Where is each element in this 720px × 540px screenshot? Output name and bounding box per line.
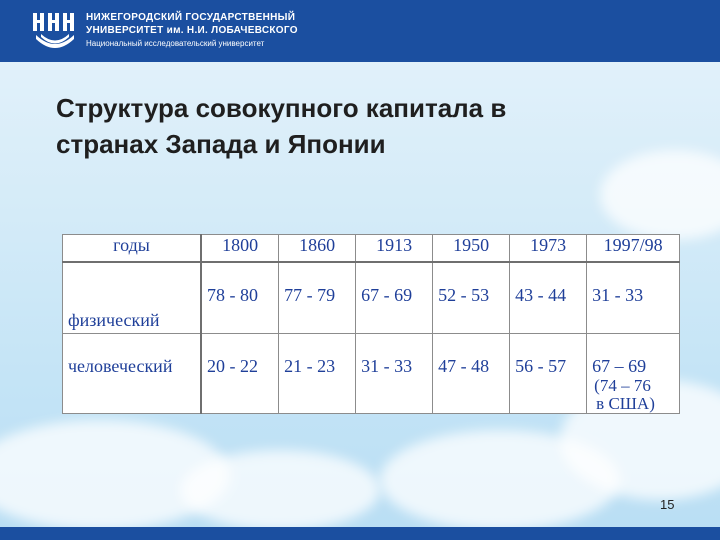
header-label-cell: годы [63,235,202,263]
slide-title [56,90,656,162]
usa-note-line1: (74 – 76 [594,376,651,395]
university-name-line1: НИЖЕГОРОДСКИЙ ГОСУДАРСТВЕННЫЙ [86,12,296,23]
table-row [63,262,680,334]
page-number: 15 [660,497,675,512]
usa-note-line2: в США) [596,394,655,413]
table-cell: 47 - 48 [433,334,510,414]
university-subtitle: Национальный исследовательский университет [86,39,265,48]
table-cell: 20 - 22 [201,334,279,414]
slide-title-line2: странах Запада и Японии [56,129,386,159]
row-label-physical: физический [63,262,202,334]
table-cell: 31 - 33 [587,262,680,334]
university-logo-icon [32,9,78,55]
table-cell: 56 - 57 [510,334,587,414]
year-cell: 1860 [279,235,356,263]
year-cell: 1800 [201,235,279,263]
capital-structure-table [62,234,680,414]
table-cell: 52 - 53 [433,262,510,334]
table-cell-with-note [587,334,680,414]
header-bar [0,0,720,62]
row-label-human: человеческий [63,334,202,414]
table-cell: 21 - 23 [279,334,356,414]
table-cell: 78 - 80 [201,262,279,334]
table-cell: 77 - 79 [279,262,356,334]
year-cell: 1913 [356,235,433,263]
table-header-row [63,235,680,263]
university-name-line2: УНИВЕРСИТЕТ им. Н.И. ЛОБАЧЕВСКОГО [86,25,298,36]
table-cell-value: 67 – 69 [592,356,647,376]
table-cell: 67 - 69 [356,262,433,334]
year-cell: 1950 [433,235,510,263]
cloud-decoration [600,150,720,240]
year-cell: 1997/98 [587,235,680,263]
table-cell: 43 - 44 [510,262,587,334]
footer-bar [0,527,720,540]
table-row [63,334,680,414]
slide-title-line1: Структура совокупного капитала в [56,93,507,123]
cloud-decoration [180,450,380,530]
table-cell: 31 - 33 [356,334,433,414]
year-cell: 1973 [510,235,587,263]
